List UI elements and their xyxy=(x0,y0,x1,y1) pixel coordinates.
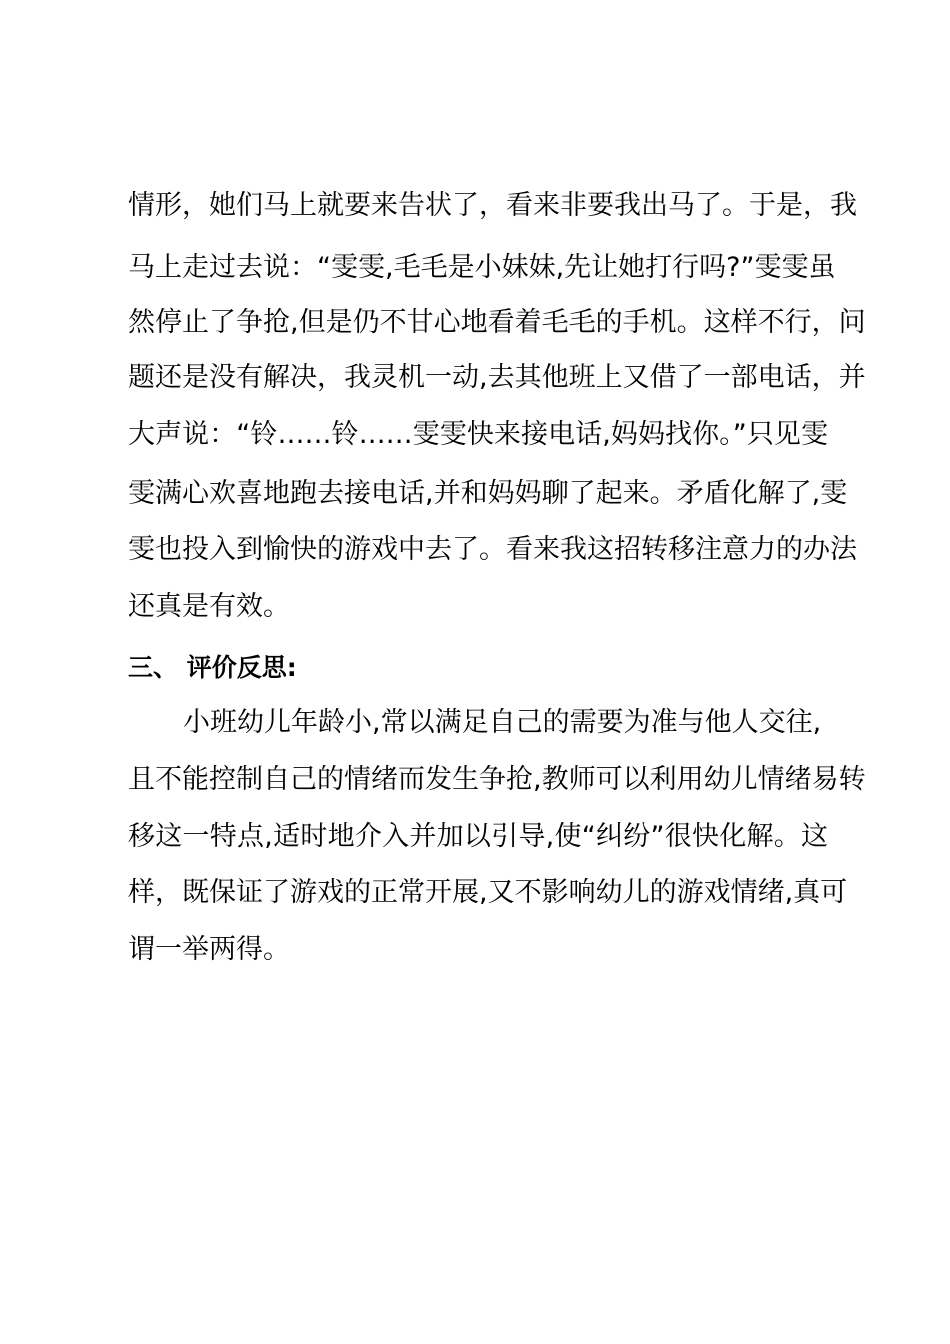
paragraph-line: 然停止了争抢,但是仍不甘心地看着毛毛的手机。这样不行，问 xyxy=(128,307,866,338)
paragraph-line: 情形，她们马上就要来告状了，看来非要我出马了。于是，我 xyxy=(128,190,857,221)
paragraph-line-last: 谓一举两得。 xyxy=(128,934,290,965)
paragraph-line: 移这一特点,适时地介入并加以引导,使“纠纷”很快化解。这 xyxy=(128,821,828,852)
paragraph-line: 雯也投入到愉快的游戏中去了。看来我这招转移注意力的办法 xyxy=(128,534,857,565)
paragraph-line-first: 小班幼儿年龄小,常以满足自己的需要为准与他人交往, xyxy=(183,707,822,738)
paragraph-line: 雯满心欢喜地跑去接电话,并和妈妈聊了起来。矛盾化解了,雯 xyxy=(128,478,848,509)
paragraph-line-last: 还真是有效。 xyxy=(128,591,290,622)
paragraph-line: 样，既保证了游戏的正常开展,又不影响幼儿的游戏情绪,真可 xyxy=(128,877,848,908)
paragraph-line: 题还是没有解决，我灵机一动,去其他班上又借了一部电话，并 xyxy=(128,362,866,393)
paragraph-line: 大声说：“铃……铃……雯雯快来接电话,妈妈找你。”只见雯 xyxy=(128,419,828,450)
paragraph-line: 且不能控制自己的情绪而发生争抢,教师可以利用幼儿情绪易转 xyxy=(128,764,866,795)
paragraph-line: 马上走过去说：“雯雯,毛毛是小妹妹,先让她打行吗?”雯雯虽 xyxy=(128,252,836,283)
section-heading: 三、 评价反思: xyxy=(128,653,297,682)
